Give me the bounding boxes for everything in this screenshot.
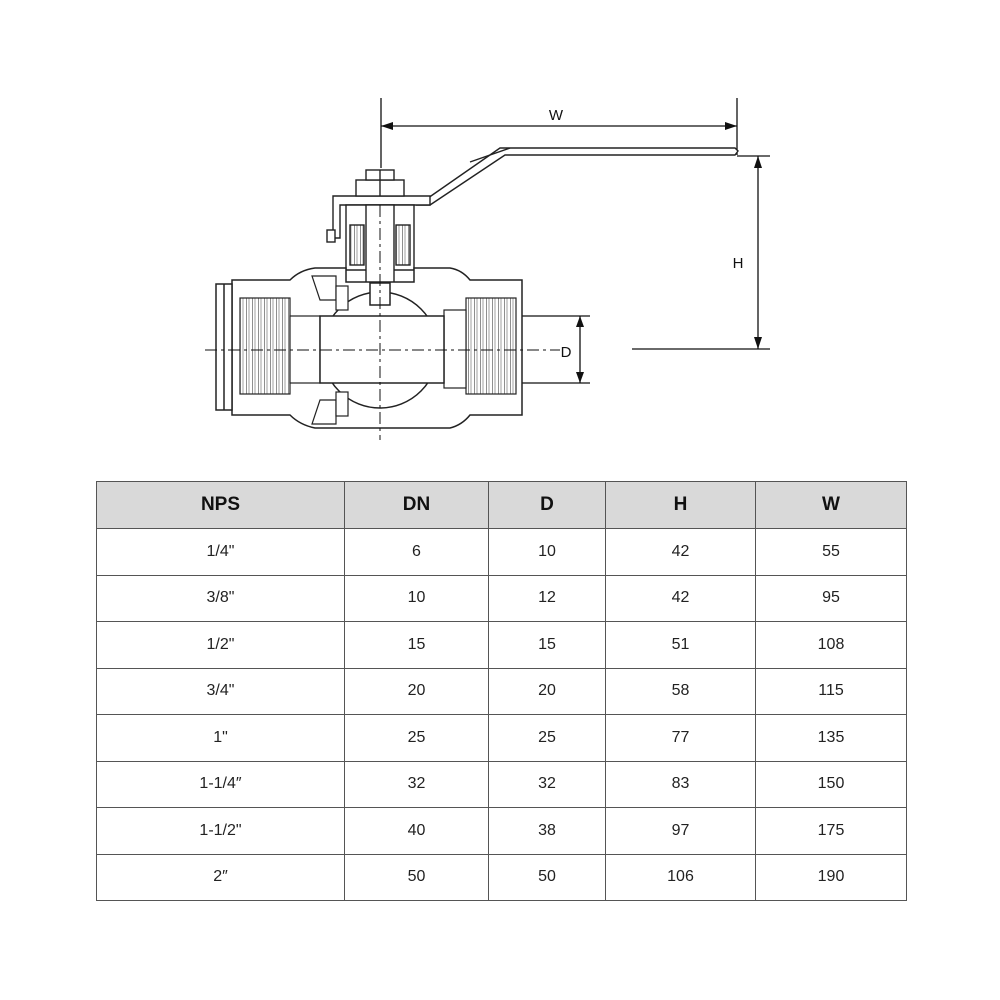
table-row [97,575,907,622]
cell-w: 108 [756,622,907,669]
dimension-table [96,481,907,901]
table-row [97,622,907,669]
w-label: W [548,107,564,124]
d-label: D [560,344,572,361]
cell-dn: 50 [345,854,489,901]
cell-nps: 1-1/4″ [97,761,345,808]
cell-nps: 1" [97,715,345,762]
cell-d: 50 [489,854,606,901]
cell-h: 42 [606,529,756,576]
cell-w: 175 [756,808,907,855]
header-nps: NPS [97,482,345,529]
table-header-row [97,482,907,529]
cell-h: 83 [606,761,756,808]
table-row [97,668,907,715]
cell-w: 150 [756,761,907,808]
cell-dn: 6 [345,529,489,576]
cell-h: 42 [606,575,756,622]
cell-h: 106 [606,854,756,901]
header-w: W [756,482,907,529]
cell-w: 95 [756,575,907,622]
cell-d: 12 [489,575,606,622]
cell-d: 10 [489,529,606,576]
table-row [97,761,907,808]
cell-nps: 1-1/2" [97,808,345,855]
cell-d: 38 [489,808,606,855]
cell-h: 58 [606,668,756,715]
table-row [97,715,907,762]
cell-dn: 40 [345,808,489,855]
cell-d: 15 [489,622,606,669]
cell-nps: 3/4" [97,668,345,715]
stem-nut [356,170,404,196]
cell-w: 55 [756,529,907,576]
table-row [97,854,907,901]
h-dimension [632,156,770,349]
cell-w: 135 [756,715,907,762]
header-d: D [489,482,606,529]
cell-dn: 32 [345,761,489,808]
cell-dn: 25 [345,715,489,762]
cell-d: 25 [489,715,606,762]
cell-nps: 3/8" [97,575,345,622]
header-h: H [606,482,756,529]
cell-nps: 1/4" [97,529,345,576]
table-row [97,529,907,576]
header-dn: DN [345,482,489,529]
cell-d: 20 [489,668,606,715]
cell-w: 190 [756,854,907,901]
cell-nps: 1/2" [97,622,345,669]
cell-dn: 10 [345,575,489,622]
cell-h: 51 [606,622,756,669]
cell-dn: 15 [345,622,489,669]
ball-valve-drawing [0,0,1000,470]
cell-h: 97 [606,808,756,855]
cell-d: 32 [489,761,606,808]
table-row [97,808,907,855]
cell-nps: 2″ [97,854,345,901]
cell-dn: 20 [345,668,489,715]
right-threads [444,298,516,394]
cell-h: 77 [606,715,756,762]
h-label: H [732,255,744,272]
w-dimension [381,98,737,168]
cell-w: 115 [756,668,907,715]
